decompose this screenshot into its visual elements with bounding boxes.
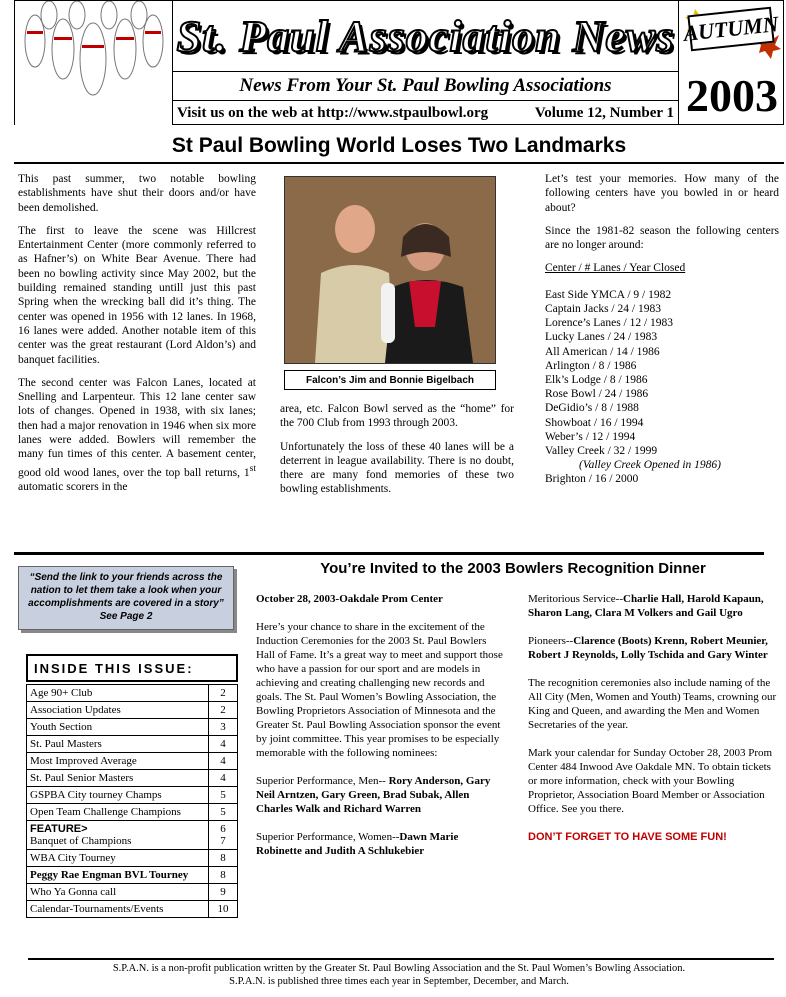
women-nominees: Superior Performance, Women--Dawn Marie Robinette and Judith A Schlukebier bbox=[256, 831, 459, 857]
toc-row[interactable]: Who Ya Gonna call 9 bbox=[27, 884, 237, 901]
merit-nominees: Meritorious Service--Charlie Hall, Harold Kapaun, Sharon Lang, Clara M Volkers and Gail Ugro bbox=[528, 593, 764, 619]
list-item: Lucky Lanes / 24 / 1983 bbox=[545, 331, 658, 344]
list-item: Elk’s Lodge / 8 / 1986 bbox=[545, 374, 648, 386]
footer-line-1: S.P.A.N. is a non-profit publication written by the Greater St. Paul Bowling Association and the St. Paul Women’s Bowling Association. bbox=[112, 963, 686, 974]
dinner-intro: Here’s your chance to share in the excitement of the Induction Ceremonies for the 2003 St. Paul Bowlers Hall of Fame. It’s a great way to meet and support those who have a passion for our sport and are models in achieving and creating challenging new records and goals. The St. Paul Women’s Bowling Association, the Bowling Proprietors Association of Minnesota and the Greater St. Paul Bowling Association sponsor the event by joint committee. This year promises to be especially memorable with the following nominees: bbox=[256, 621, 503, 759]
list-item: Arlington / 8 / 1986 bbox=[545, 359, 637, 372]
main-headline: St Paul Bowling World Loses Two Landmarks bbox=[14, 130, 784, 164]
list-item: All American / 14 / 1986 bbox=[545, 345, 660, 358]
table-of-contents bbox=[26, 684, 238, 918]
closed-centers-list bbox=[545, 288, 779, 487]
dinner-column-2 bbox=[528, 592, 778, 858]
toc-row[interactable]: Peggy Rae Engman BVL Tourney 8 bbox=[27, 867, 237, 884]
season-box bbox=[678, 1, 784, 125]
list-item: Valley Creek / 32 / 1999 bbox=[545, 445, 658, 458]
toc-row[interactable]: Open Team Challenge Champions 5 bbox=[27, 804, 237, 821]
list-item: Weber’s / 12 / 1994 bbox=[545, 430, 636, 443]
toc-row[interactable]: Youth Section 3 bbox=[27, 719, 237, 736]
feature-title: Banquet of Champions bbox=[30, 835, 132, 847]
list-item: Showboat / 16 / 1994 bbox=[545, 416, 644, 429]
article-paragraph: This past summer, two notable bowling establishments have shut their doors and/or have been demolished. bbox=[18, 173, 256, 214]
web-row bbox=[173, 101, 678, 125]
event-date: October 28, 2003-Oakdale Prom Center bbox=[256, 593, 443, 605]
tagline-row bbox=[173, 71, 678, 101]
newsletter-tagline: News From Your St. Paul Bowling Associations bbox=[239, 75, 612, 96]
ceremony-text: The recognition ceremonies also include naming of the All City (Men, Women and Youth) Teams, crowning our King and Queen, and awarding the Men and Women Secretaries of the year. bbox=[528, 677, 777, 731]
toc-row[interactable]: Association Updates 2 bbox=[27, 702, 237, 719]
bowling-pins-illustration bbox=[15, 1, 173, 125]
article-paragraph: The second center was Falcon Lanes, located at Snelling and Larpenteur. This 12 lane center saw lots of changes. Opened in 1938, with six lanes; then had a major renovation in 1946 when six more lanes were added. Bowlers will remember the many fun times of this center. A basement center, good old wood lanes, over the top ball returns, 1st automatic scorers in the bbox=[18, 376, 256, 493]
fun-reminder: DON’T FORGET TO HAVE SOME FUN! bbox=[528, 831, 727, 843]
article-paragraph: Unfortunately the loss of these 40 lanes will be a deterrent in league availability. There is no doubt, there are many fond memories of these two bowling establishments. bbox=[280, 440, 514, 496]
toc-row[interactable]: GSPBA City tourney Champs 5 bbox=[27, 787, 237, 804]
article-paragraph: Let’s test your memories. How many of the following centers have you bowled in or heard about? bbox=[545, 173, 779, 214]
issue-year: 2003 bbox=[686, 69, 778, 121]
season-label: AUTUMN bbox=[687, 7, 774, 52]
list-item: Lorence’s Lanes / 12 / 1983 bbox=[545, 317, 674, 330]
pioneer-nominees: Pioneers--Clarence (Boots) Krenn, Robert Meunier, Robert J Reynolds, Lolly Tschida and Gary Winter bbox=[528, 635, 768, 661]
centers-list-header: Center / # Lanes / Year Closed bbox=[545, 262, 686, 275]
feature-label: FEATURE> bbox=[30, 823, 88, 835]
article-paragraph: area, etc. Falcon Bowl served as the “home” for the 700 Club from 1993 through 2003. bbox=[280, 403, 514, 430]
bigelbach-photo bbox=[284, 176, 496, 364]
website-line: Visit us on the web at http://www.stpaulbowl.org bbox=[177, 104, 489, 121]
volume-line: Volume 12, Number 1 bbox=[534, 104, 674, 121]
photo-block bbox=[284, 176, 496, 388]
mark-calendar-text: Mark your calendar for Sunday October 28, 2003 Prom Center 484 Inwood Ave Oakdale MN. To obtain tickets or more information, check with your Bowling Proprietor, Association Board Member or Association Office. See you there. bbox=[528, 747, 773, 815]
article-column-3 bbox=[545, 172, 779, 487]
section-divider bbox=[14, 552, 764, 555]
list-item: Captain Jacks / 24 / 1983 bbox=[545, 302, 661, 315]
men-nominees: Superior Performance, Men-- Rory Anderson, Gary Neil Arntzen, Gary Green, Brad Subak, Allen Charles Walk and Richard Warren bbox=[256, 775, 491, 815]
inside-issue-title: INSIDE THIS ISSUE: bbox=[26, 654, 238, 682]
toc-row[interactable]: WBA City Tourney 8 bbox=[27, 850, 237, 867]
title-row bbox=[173, 1, 678, 71]
dinner-column-1 bbox=[256, 592, 504, 872]
list-item: Rose Bowl / 24 / 1986 bbox=[545, 388, 649, 401]
article-paragraph: Since the 1981-82 season the following centers are no longer around: bbox=[545, 224, 779, 252]
toc-row[interactable]: St. Paul Senior Masters 4 bbox=[27, 770, 237, 787]
toc-row[interactable]: Most Improved Average 4 bbox=[27, 753, 237, 770]
article-column-1 bbox=[18, 172, 256, 503]
footer bbox=[14, 962, 784, 988]
article-column-2 bbox=[280, 402, 514, 506]
list-item: Brighton / 16 / 2000 bbox=[545, 473, 639, 486]
list-item: East Side YMCA / 9 / 1982 bbox=[545, 288, 672, 301]
toc-row[interactable]: St. Paul Masters 4 bbox=[27, 736, 237, 753]
photo-caption: Falcon’s Jim and Bonnie Bigelbach bbox=[284, 370, 496, 390]
newsletter-title: St. Paul Association News bbox=[176, 11, 675, 61]
dinner-headline: You’re Invited to the 2003 Bowlers Recognition Dinner bbox=[320, 560, 706, 577]
toc-row[interactable]: Calendar-Tournaments/Events 10 bbox=[27, 901, 237, 917]
bowling-pins-icon bbox=[15, 1, 173, 125]
share-link-callout: “Send the link to your friends across the nation to let them take a look when your accomplishments are covered in a story” See Page 2 bbox=[18, 566, 234, 630]
masthead bbox=[14, 0, 784, 125]
list-item: DeGidio’s / 8 / 1988 bbox=[545, 402, 639, 415]
footer-line-2: S.P.A.N. is published three times each year in September, December, and March. bbox=[229, 976, 569, 987]
toc-feature-row[interactable]: FEATURE> Banquet of Champions 6 7 bbox=[27, 821, 237, 850]
footer-divider bbox=[28, 958, 774, 960]
article-paragraph: The first to leave the scene was Hillcrest Entertainment Center (more commonly referred to as Hafner’s) on White Bear Avenue. There had been no bowling activity since May 2002, but the building remained standing untill just this past Spring when the wrecking ball did it’s thing. The center was opened in 1956 with 12 lanes. In 1968, 16 lanes were added. Another notable item of this center was the great restaurant (Lord Aldon’s) and banquet facilities. bbox=[18, 224, 256, 366]
valley-creek-note: (Valley Creek Opened in 1986) bbox=[579, 459, 721, 472]
toc-row[interactable]: Age 90+ Club 2 bbox=[27, 685, 237, 702]
people-photo-icon bbox=[285, 177, 495, 363]
